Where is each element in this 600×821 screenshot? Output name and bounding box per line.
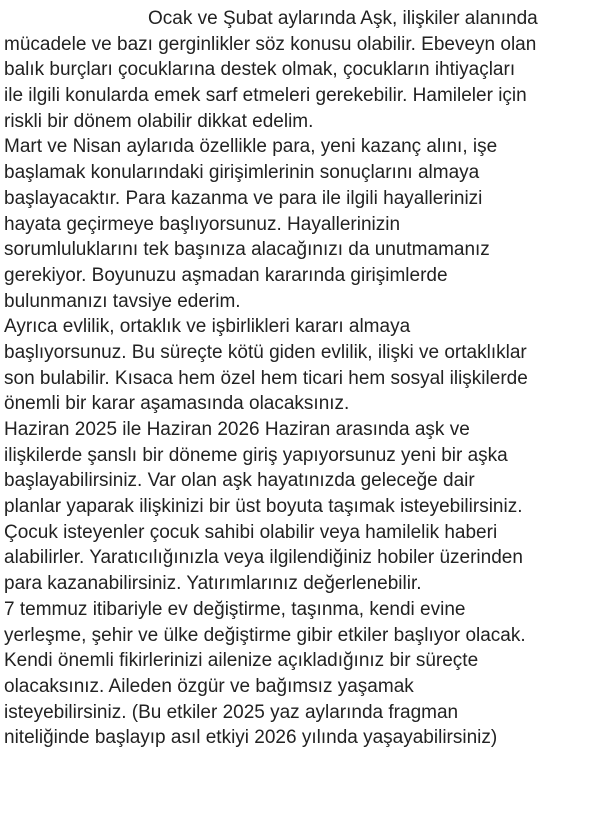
text-line: yerleşme, şehir ve ülke değiştirme gibir etkiler başlıyor olacak.: [4, 624, 526, 646]
text-line: Ayrıca evlilik, ortaklık ve işbirlikleri kararı almaya: [4, 316, 411, 338]
text-line: başlamak konularındaki girişimlerinin sonuçlarını almaya: [4, 162, 480, 184]
text-line: son bulabilir. Kısaca hem özel hem ticari hem sosyal ilişkilerde: [4, 367, 528, 389]
text-line: mücadele ve bazı gerginlikler söz konusu olabilir. Ebeveyn olan: [4, 33, 537, 55]
text-line: planlar yaparak ilişkinizi bir üst boyuta taşımak isteyebilirsiniz.: [4, 496, 523, 518]
article-text: [4, 6, 598, 751]
text-line: başlayabilirsiniz. Var olan aşk hayatınızda geleceğe dair: [4, 470, 475, 492]
text-line: önemli bir karar aşamasında olacaksınız.: [4, 393, 350, 415]
text-line: Çocuk isteyenler çocuk sahibi olabilir veya hamilelik haberi: [4, 521, 498, 543]
text-line: niteliğinde başlayıp asıl etkiyi 2026 yılında yaşayabilirsiniz): [4, 727, 498, 749]
text-line: hayata geçirmeye başlıyorsunuz. Hayallerinizin: [4, 213, 401, 235]
text-line: alabilirler. Yaratıcılığınızla veya ilgilendiğiniz hobiler üzerinden: [4, 547, 523, 569]
text-line: olacaksınız. Aileden özgür ve bağımsız yaşamak: [4, 675, 414, 697]
text-line: Mart ve Nisan aylarıda özellikle para, yeni kazanç alını, işe: [4, 136, 498, 158]
text-line: Kendi önemli fikirlerinizi ailenize açıkladığınız bir süreçte: [4, 650, 479, 672]
text-line: 7 temmuz itibariyle ev değiştirme, taşınma, kendi evine: [4, 598, 466, 620]
text-line: başlıyorsunuz. Bu süreçte kötü giden evlilik, ilişki ve ortaklıklar: [4, 341, 527, 363]
text-line: ilişkilerde şanslı bir döneme giriş yapıyorsunuz yeni bir aşka: [4, 444, 508, 466]
text-line: balık burçları çocuklarına destek olmak, çocukların ihtiyaçları: [4, 59, 516, 81]
text-line: sorumluluklarını tek başınıza alacağınızı da unutmamanız: [4, 239, 490, 261]
text-line: gerekiyor. Boyunuzu aşmadan kararında girişimlerde: [4, 264, 448, 286]
text-line: ile ilgili konularda emek sarf etmeleri gerekebilir. Hamileler için: [4, 85, 527, 107]
text-line: isteyebilirsiniz. (Bu etkiler 2025 yaz aylarında fragman: [4, 701, 459, 723]
text-line: bulunmanızı tavsiye ederim.: [4, 290, 241, 312]
text-line: para kazanabilirsiniz. Yatırımlarınız değerlenebilir.: [4, 573, 422, 595]
text-line: başlayacaktır. Para kazanma ve para ile ilgili hayallerinizi: [4, 187, 483, 209]
text-line: riskli bir dönem olabilir dikkat edelim.: [4, 110, 314, 132]
text-line: Haziran 2025 ile Haziran 2026 Haziran arasında aşk ve: [4, 419, 470, 440]
text-line: Ocak ve Şubat aylarında Aşk, ilişkiler alanında: [148, 8, 538, 29]
